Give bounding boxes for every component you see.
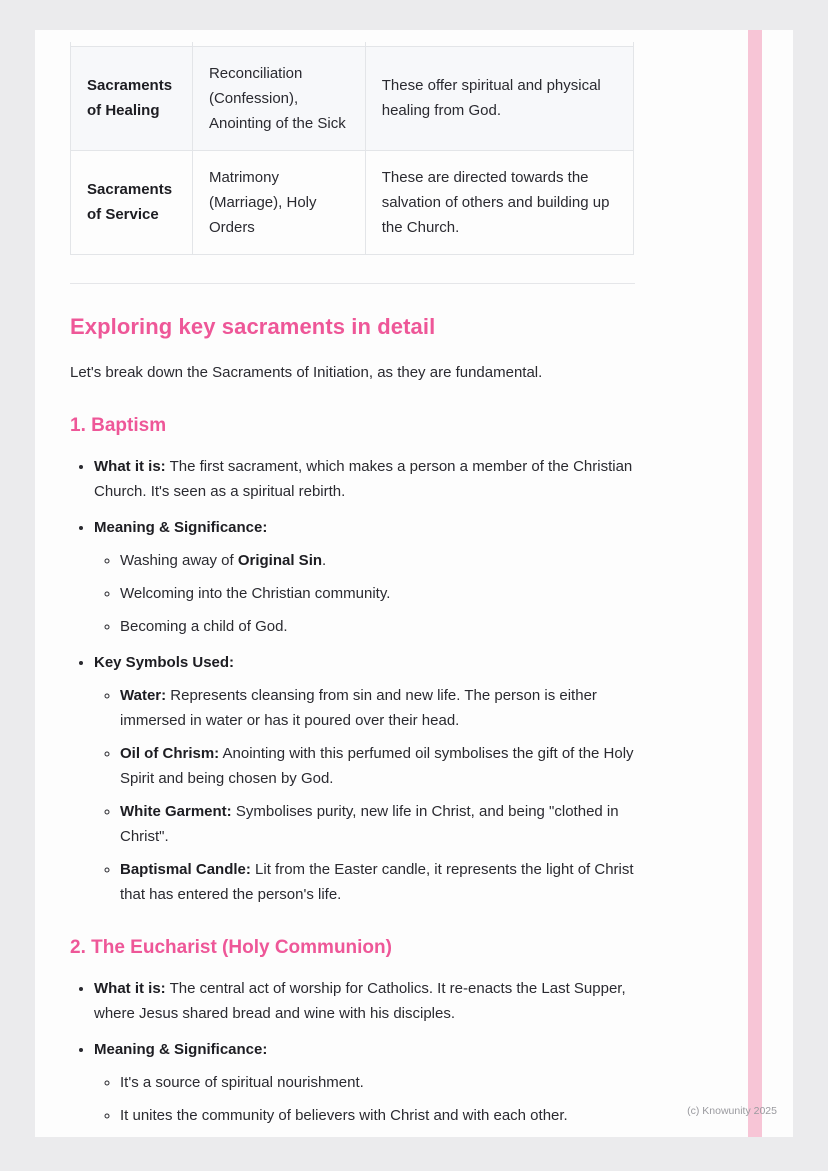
intro-paragraph: Let's break down the Sacraments of Initiation, as they are fundamental. bbox=[70, 363, 543, 381]
text: Lit from the Easter candle, it represents the light of Christ that has entered the person's life. bbox=[120, 860, 634, 903]
sacraments-table bbox=[70, 42, 634, 255]
sub-list-item bbox=[120, 614, 635, 639]
bold-text: Oil of Chrism: bbox=[120, 744, 220, 762]
bullet-list bbox=[70, 976, 635, 1128]
table-cell-category: Sacraments of Healing bbox=[71, 46, 193, 150]
sub-list-item bbox=[120, 741, 635, 791]
table-cell-description: These offer spiritual and physical healing from God. bbox=[365, 46, 633, 150]
text: . bbox=[322, 551, 327, 569]
document-content bbox=[35, 30, 635, 1128]
bold-text: Meaning & Significance: bbox=[94, 518, 268, 536]
table-cell-examples: Matrimony (Marriage), Holy Orders bbox=[192, 150, 365, 254]
text: Welcoming into the Christian community. bbox=[120, 584, 391, 602]
table-row-service bbox=[71, 150, 634, 254]
sub-bullet-list bbox=[94, 683, 635, 907]
list-item bbox=[94, 454, 635, 504]
list-item bbox=[94, 1037, 635, 1128]
sub-list-item bbox=[120, 1070, 635, 1095]
bold-text: What it is: bbox=[94, 979, 166, 997]
table-row-healing bbox=[71, 46, 634, 150]
list-item bbox=[94, 515, 635, 639]
list-item bbox=[94, 976, 635, 1026]
bold-text: Water: bbox=[120, 686, 167, 704]
bullet-list bbox=[70, 454, 635, 907]
sub-list-item bbox=[120, 1103, 635, 1128]
table-cell-examples: Reconciliation (Confession), Anointing of the Sick bbox=[192, 46, 365, 150]
text: Becoming a child of God. bbox=[120, 617, 288, 635]
sections-container bbox=[70, 415, 635, 1128]
bold-text: White Garment: bbox=[120, 802, 232, 820]
text: Represents cleansing from sin and new life. The person is either immersed in water or has it poured over their head. bbox=[120, 686, 597, 729]
bold-text: Key Symbols Used: bbox=[94, 653, 235, 671]
table-cell-description: These are directed towards the salvation of others and building up the Church. bbox=[365, 150, 633, 254]
text: Symbolises purity, new life in Christ, and being "clothed in Christ". bbox=[120, 802, 619, 845]
subsection-heading: 1. Baptism bbox=[70, 414, 167, 436]
sub-bullet-list bbox=[94, 548, 635, 639]
pink-stripe bbox=[748, 30, 762, 1137]
sub-list-item bbox=[120, 799, 635, 849]
section-heading: Exploring key sacraments in detail bbox=[70, 313, 436, 339]
subsection-heading: 2. The Eucharist (Holy Communion) bbox=[70, 936, 392, 958]
sub-list-item bbox=[120, 581, 635, 606]
sub-list-item bbox=[120, 857, 635, 907]
list-item bbox=[94, 650, 635, 907]
text: It unites the community of believers with Christ and with each other. bbox=[120, 1106, 568, 1124]
text: The first sacrament, which makes a person a member of the Christian Church. It's seen as a spiritual rebirth. bbox=[94, 457, 633, 500]
document-card bbox=[35, 30, 793, 1137]
sub-list-item bbox=[120, 548, 635, 573]
bold-text: Meaning & Significance: bbox=[94, 1040, 268, 1058]
bold-text: Original Sin bbox=[237, 551, 323, 569]
text: It's a source of spiritual nourishment. bbox=[120, 1073, 364, 1091]
sub-bullet-list bbox=[94, 1070, 635, 1128]
text: Washing away of bbox=[120, 551, 238, 569]
bold-text: What it is: bbox=[94, 457, 166, 475]
table-cell-category: Sacraments of Service bbox=[71, 150, 193, 254]
sub-list-item bbox=[120, 683, 635, 733]
section-divider bbox=[70, 283, 635, 284]
bold-text: Baptismal Candle: bbox=[120, 860, 251, 878]
watermark: (c) Knowunity 2025 bbox=[687, 1105, 777, 1117]
text: Anointing with this perfumed oil symbolises the gift of the Holy Spirit and being chosen by God. bbox=[120, 744, 634, 787]
text: The central act of worship for Catholics. It re-enacts the Last Supper, where Jesus shared bread and wine with his disciples. bbox=[94, 979, 626, 1022]
